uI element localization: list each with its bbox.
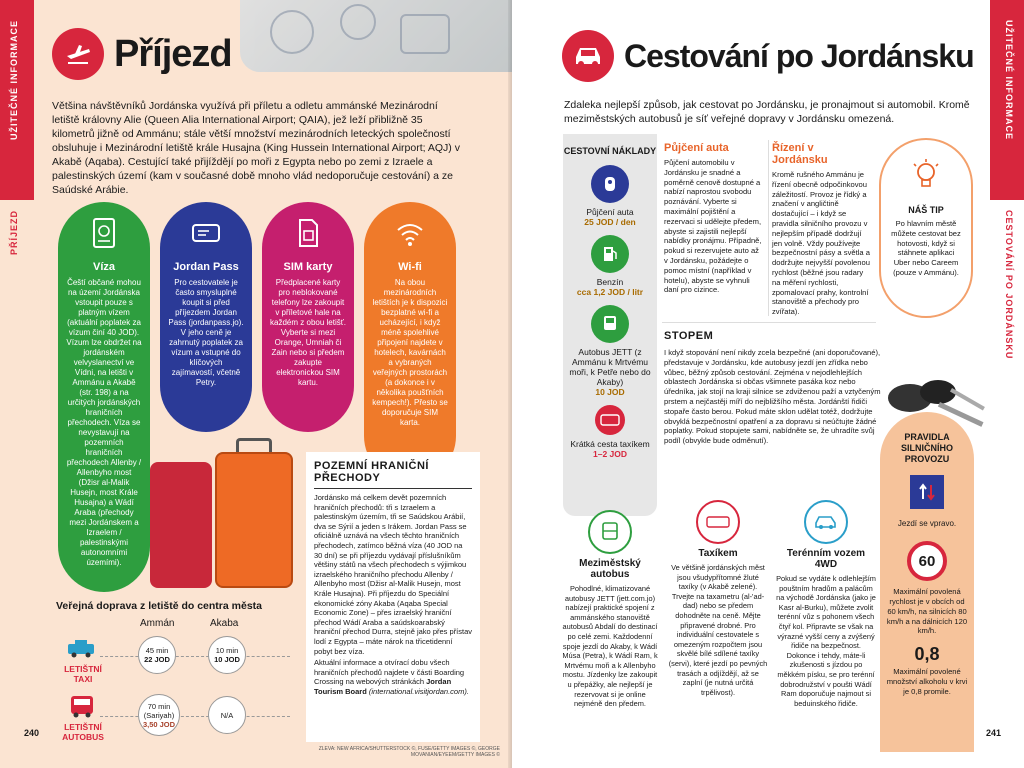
taxi-amman-price: 22 JOD [144, 655, 170, 664]
mode-bus-title: Meziměstský autobus [579, 558, 641, 580]
pill-sim-cards-text: Předplacené karty pro neblokované telefony lze zakoupit v příletové hale na každém z obou letišť. Vyberte si mezi Orange, Umniah či Zain nebo si předem zakupte elektronickou SIM kartu. [270, 278, 346, 387]
car-icon [562, 30, 614, 82]
border-box-title: POZEMNÍ HRANIČNÍ PŘECHODY [314, 460, 429, 484]
right-title-wrap [562, 30, 974, 82]
cost-bus-label: Autobus JETT (z Ammánu k Mrtvému moři, k Petře nebo do Akaby) [569, 347, 651, 387]
left-intro: Většina návštěvníků Jordánska využívá při příletu a odletu ammánské Mezinárodní letiště královny Alie (Queen Alia International Airport; QAIA), jež leží přibližně 35 kilometrů jižně od Ammánu; stále větší množství mezinárodních leteckých společností obsluhuje i Mezinárodní letiště krále Husajna (King Hussein International Airport; AQJ) v Akabě (Aqaba). Cestující také přijíždějí po moři z Egypta nebo po zemi z Izraele a palestinských území (kam v současné době mnoho vlád nedoporučuje cestování) a ze Saúdské Arábie. [52, 100, 460, 196]
taxi-sign-icon [696, 500, 740, 544]
row-taxi-label: LETIŠTNÍ TAXI [64, 664, 102, 684]
car-rental-title: Půjčení auta [664, 142, 729, 154]
suitcase-red-image [150, 462, 212, 588]
travel-costs [563, 134, 657, 516]
photo-credits: ZLEVA: NEW AFRICA/SHUTTERSTOCK ©, FUSE/GETTY IMAGES ©, GEORGE MOVANIAN/EYEEM/GETTY IMAGES © [318, 746, 500, 758]
right-side-label-bottom: CESTOVÁNÍ PO JORDÁNSKU [1004, 210, 1014, 360]
taxi-dash-line [100, 656, 290, 657]
mode-4wd-text: Pokud se vydáte k odlehlejším pouštním hradům a palácům na východě Jordánska (jako je Kasr al-Burku), můžete zvolit terénní vůz s pohonem všech čtyř kol. Připravte se však na výrazné vyšší ceny a zvýšený řidiče na bezpečnost. Dokonce i tehdy, máte-li zkušenosti s jízdou po měkkém písku, se pro terénní dobrodružství v poušti Wádí Ram doporučuje najmout si beduinského řidiče. [776, 574, 876, 708]
bus-icon [68, 694, 96, 723]
cost-taxi [563, 405, 657, 459]
page-title: Cestování po Jordánsku [624, 37, 974, 74]
cost-bus [563, 305, 657, 397]
pill-sim-cards-title: SIM karty [283, 261, 333, 273]
taxi-amman-time: 45 min [145, 646, 169, 655]
costs-title: CESTOVNÍ NÁKLADY [563, 146, 657, 156]
mode-bus-text: Pohodlné, klimatizované autobusy JETT (jett.com.jo) nabízejí praktické spojení z ammánského stanoviště autobusů Abdalí do destinací po celé zemi. Každodenní spoje jezdí do Akaby, k Wádí Músa (Petra), k Wádí Ram, k Mrtvému moři a k Allenbyho mostu. Jízdenky lze zakoupit u přepážky, ale nejlepší je rezervovat si je online nejméně den předem. [562, 584, 658, 709]
border-box-rule [314, 488, 472, 489]
left-side-label-top: UŽITEČNÉ INFORMACE [9, 20, 19, 140]
pill-jordan-pass [160, 202, 252, 432]
cost-bus-value: 10 JOD [595, 387, 625, 397]
tip-title: NÁŠ TIP [908, 205, 944, 215]
col-amman: Ammán [140, 618, 175, 629]
divider [662, 322, 876, 323]
bus-dash-line [100, 716, 290, 717]
driving-title: Řízení v Jordánsku [772, 142, 828, 166]
hitchhiking-title: STOPEM [664, 330, 714, 342]
rules-speed-text: Maximální povolená rychlost je v obcích od 60 km/h, na silnicích 80 km/h a na dálnicích 120 km/h. [886, 587, 968, 636]
divider [768, 140, 769, 316]
bus-amman-circle [138, 694, 180, 736]
suitcase-orange-image [215, 452, 293, 588]
rules-side: Jezdí se vpravo. [897, 519, 957, 528]
mode-4wd-title: Terénním vozem 4WD [786, 548, 866, 570]
right-intro: Zdaleka nejlepší způsob, jak cestovat po Jordánsku, je pronajmout si automobil. Kromě meziměstských autobusů je síť veřejné dopravy v Jordánsku omezená. [564, 99, 970, 125]
driving-text: Kromě rušného Ammánu je řízení obecně odpočinkovou záležitostí. Provoz je řídký a značení v angličtině dostačující – i když se pravidla silničního provozu v nejlepším případě dodržují jen volně. Vždy používejte bezpečnostní pásy a světla a dodržujte nejvyšší povolenou rychlost (běžné jsou radary na měření rychlosti, zpomalovací prahy, kontrolní stanoviště a přechody pro zvířata). [772, 170, 870, 317]
road-rules [880, 412, 974, 752]
cost-car-label: Půjčení auta [586, 207, 634, 217]
border-box-text: Jordánsko má celkem devět pozemních hraničních přechodů: tři s Izraelem a palestinským územím, tři se Saúdskou Arábií, dva se Sýrií a jeden s Irákem. Jordan Pass se oficiálně uznává na všech těchto hraničních přechodech, zatímco běžná víza (40 JOD na 30 dní) se při příjezdu vydávají příslušníkům většiny států na všech přechodech s výjimkou izraelského hraničního přechodu Allenby / Allenbyho most (Džisr al-Malik Husejn, most Krále Husajna). Při příjezdu do Speciální ekonomické zóny Akaba (Aqaba Special Economic Zone) – přes izraelský hraniční přechod Wádí Araba a saúdskoarabský hraniční přechod Durra, stejně jako přes přístav lodí z Egypta – máte nárok na třicetidenní pobyt bez víza. [314, 493, 472, 656]
cost-fuel-value: cca 1,2 JOD / litr [576, 287, 644, 297]
rules-title: PRAVIDLA SILNIČNÍHO PROVOZU [900, 432, 953, 464]
mode-bus [560, 510, 660, 709]
pill-visa-title: Víza [92, 261, 115, 273]
pill-sim-cards [262, 202, 354, 432]
pill-jordan-pass-text: Pro cestovatele je často smysluplné koupit si před příjezdem Jordan Pass (jordanpass.jo). V jeho ceně je zahrnutý poplatek za vízum a vstupné do klíčových zajímavostí, včetně Petry. [168, 278, 244, 387]
page-title: Příjezd [114, 32, 232, 75]
taxi-aqaba-circle [208, 636, 246, 674]
cost-taxi-label: Krátká cesta taxíkem [570, 439, 650, 449]
transport-modes [560, 510, 878, 750]
cost-car-value: 25 JOD / den [584, 217, 636, 227]
jeep-icon [804, 500, 848, 544]
taxi-sign-icon [595, 405, 625, 435]
airport-transport-title: Veřejná doprava z letiště do centra města [56, 600, 263, 612]
border-box [306, 452, 480, 742]
left-side-tab [0, 0, 34, 768]
right-side-tab [990, 0, 1024, 768]
airplane-icon [52, 28, 104, 80]
row-bus-label: LETIŠTNÍ AUTOBUS [62, 722, 104, 742]
tip-box [879, 138, 973, 318]
tip-text: Po hlavním městě můžete cestovat bez hotovosti, když si stáhnete aplikaci Uber nebo Careem (pouze v Ammánu). [891, 219, 961, 277]
pill-jordan-pass-title: Jordan Pass [173, 261, 239, 273]
border-box-text-2: Aktuální informace a otvírací dobu všech hraničních přechodů najdete v části Boarding Crossing na webových stránkách Jordan Tourism Board (international.visitjordan.com). [314, 658, 469, 696]
two-way-traffic-icon [910, 475, 944, 509]
cost-taxi-value: 1–2 JOD [592, 449, 628, 459]
passport-icon [87, 216, 121, 250]
bus-aqaba-circle [208, 696, 246, 734]
right-side-label-top: UŽITEČNÉ INFORMACE [1004, 20, 1014, 140]
left-side-label-bottom: PŘÍJEZD [9, 210, 19, 256]
fuel-pump-icon [591, 235, 629, 273]
car-key-icon [591, 165, 629, 203]
taxi-aqaba-price: 10 JOD [214, 655, 240, 664]
wifi-icon [393, 216, 427, 250]
sim-card-icon [291, 216, 325, 250]
stamp-icon [270, 10, 314, 54]
speed-limit-sign: 60 [907, 541, 947, 581]
driving-col [772, 142, 872, 317]
page-number-right: 241 [986, 728, 1002, 738]
rules-alcohol-text: Maximální povolené množství alkoholu v krvi je 0,8 promile. [886, 667, 968, 696]
pill-wifi [364, 202, 456, 482]
left-title-wrap [52, 28, 232, 80]
taxi-aqaba-time: 10 min [215, 646, 239, 655]
taxi-icon [66, 638, 96, 663]
col-aqaba: Akaba [210, 618, 239, 629]
pill-visa [58, 202, 150, 592]
car-rental-text: Půjčení automobilu v Jordánsku je snadné a poměrně cenově dostupné a nabízí naprostou svobodu poznávání. Vyberte si maximální pojištění a rezervaci si udělejte předem, abyste si zajistili nejlepší nabídky pronájmu. Případně, pokud si rezervujete auto až v Jordánsku, požádejte o pomoc místní (například v hotelu), abyste se vyhnuli daní pro cizince. [664, 158, 762, 295]
mode-taxi-text: Ve většině jordánských měst jsou všudypřítomné žluté taxíky (v Akabě zelené). Trvejte na taxametru (al-'ad-dad) nebo se předem dohodněte na ceně. Mějte připravené drobné. Pro individuální cestovatele s omezeným rozpočtem jsou skvělé bílé sdílené taxíky (servi), které jezdí po pevných trasách a odjíždějí, až se zaplní (je nutná určitá trpělivost). [668, 563, 768, 697]
hitchhiking-col [664, 330, 882, 446]
cost-car [563, 165, 657, 227]
passport-photo [240, 0, 512, 72]
pill-wifi-title: Wi-fi [398, 261, 422, 273]
mode-4wd [776, 500, 876, 708]
bus-amman-price: 3,50 JOD [142, 719, 176, 729]
pill-visa-text: Čeští občané mohou na území Jordánska vstoupit pouze s platným vízem (aktuální poplatek za vízum činí 40 JOD). Vízum lze obdržet na jordánském velvyslanectví ve Vídni, na letišti v Ammánu a Akabě (str. 198) a na určitých jordánských hraničních přechodech. Víza se nevystavují na pozemních hraničních přechodech Allenby / Allenbyho most (Džisr al-Malik Husejn, most Krále Husajna) a Wádí Araba (přechody mezi Jordánskem a Izraelem / palestinskými autonomními územími). [66, 278, 142, 567]
page-number-left: 240 [24, 728, 40, 738]
ticket-icon [189, 216, 223, 250]
bus-icon [591, 305, 629, 343]
mode-taxi [668, 500, 768, 697]
hitchhiking-text: I když stopování není nikdy zcela bezpečné (ani doporučované), představuje v Jordánsku, kde autobusy jezdí jen zřídka nebo vůbec, běžný způsob cestování. Zejména v nejodlehlejších oblastech Jordánska si občas všimnete pasáka koz nebo úředníka, jak stojí na kraji silnice se zdviženou paží a vztyčeným prstem a nejčastěji míří do nejbližšího města. Jordánští řidiči stopaře často berou. Pokud máte sklon udělat totéž, dodržujte obvyklá bezpečnostní opatření a za dopravu si neúčtujte žádné poplatky. Pokud stopujete sami, nabídněte se, že uhradíte svůj podíl (obvykle bude odměnutí). [664, 348, 881, 446]
suitcase-handle [236, 438, 272, 452]
taxi-amman-circle [138, 636, 176, 674]
mode-taxi-title: Taxíkem [698, 548, 738, 559]
stamp-icon [400, 14, 450, 54]
airport-transport [56, 600, 306, 756]
bus-icon [588, 510, 632, 554]
cost-fuel-label: Benzín [596, 277, 624, 287]
stamp-icon [340, 4, 376, 40]
lightbulb-icon [911, 158, 941, 197]
car-rental-col [664, 142, 764, 295]
cost-fuel [563, 235, 657, 297]
bus-amman-time: 70 min (Sariyah) [143, 701, 175, 720]
pill-wifi-text: Na obou mezinárodních letištích je k dispozici bezplatné wi-fi a ucházející, i když méně spolehlivé připojení najdete v hotelech, kavárnách a vybraných veřejných prostorách (a dokonce i v několika poušťních kempech!). Přesto se doporučuje SIM karta. [372, 278, 448, 427]
bus-aqaba-time: N/A [220, 710, 234, 720]
alcohol-limit: 0,8 [914, 644, 940, 665]
